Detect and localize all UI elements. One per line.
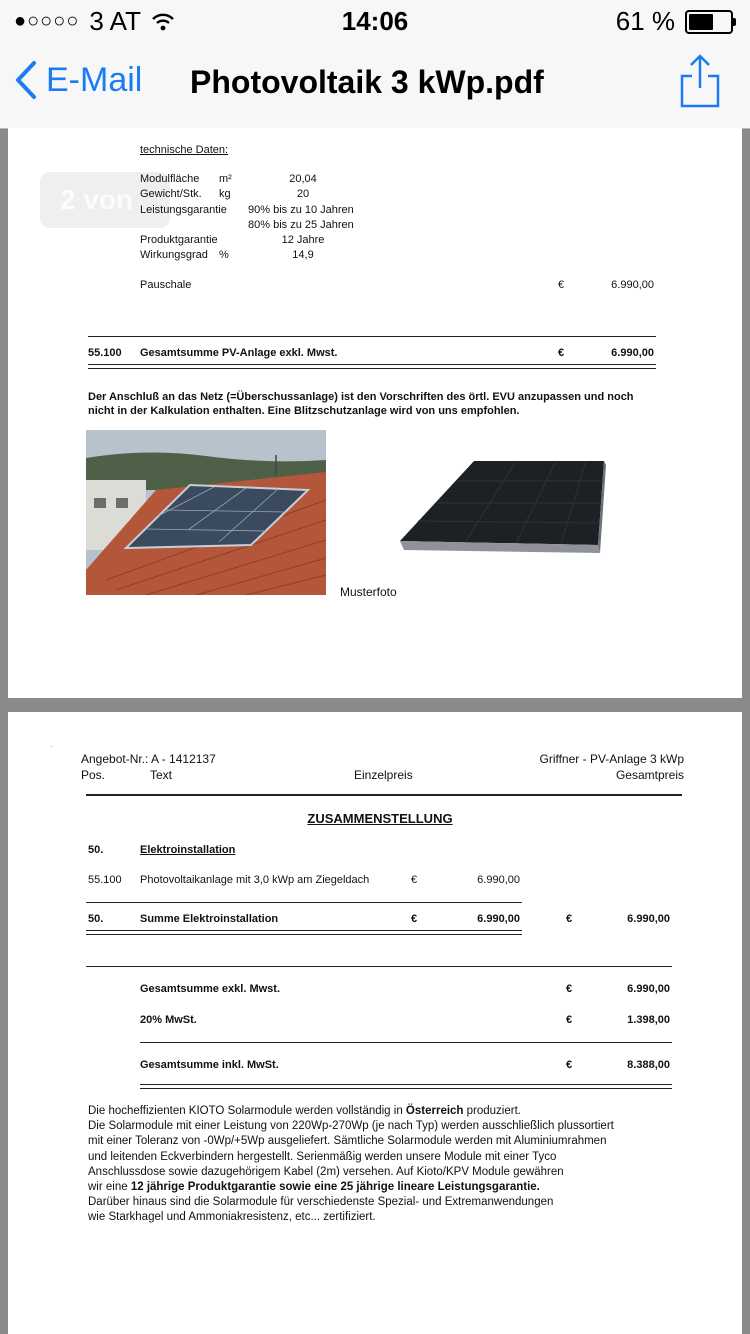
spec-label-2: Leistungsgarantie (140, 204, 227, 216)
pdf-page-1[interactable] (8, 128, 742, 698)
document-title: Photovoltaik 3 kWp.pdf (190, 64, 544, 100)
top-bar (0, 0, 750, 129)
roof-photo (86, 430, 326, 595)
spec-value-4: 12 Jahre (281, 234, 325, 246)
spec-unit-5: % (219, 249, 229, 261)
divider (88, 336, 656, 337)
spec-value-2: 90% bis zu 10 Jahren (248, 204, 354, 216)
spec-value-3: 80% bis zu 25 Jahren (248, 219, 354, 231)
pdf-page-2[interactable] (8, 712, 742, 1334)
item-value: 6.990,00 (477, 874, 520, 886)
gross-double-divider (140, 1084, 672, 1089)
col-text: Text (150, 768, 173, 782)
paragraph-line: Die hocheffizienten KIOTO Solarmodule werden vollständig in Österreich produziert. (88, 1105, 521, 1117)
spec-unit-0: m² (219, 173, 232, 185)
header-divider (86, 794, 682, 796)
spec-label-1: Gewicht/Stk. (140, 188, 202, 200)
section-title: ZUSAMMENSTELLUNG (307, 811, 453, 826)
customer-project: Griffner - PV-Anlage 3 kWp (539, 752, 684, 766)
item-text: Photovoltaikanlage mit 3,0 kWp am Ziegeldach (140, 874, 370, 886)
item-currency: € (411, 874, 418, 886)
total-pos: 55.100 (88, 347, 122, 359)
page-indicator: 2 von (40, 172, 170, 228)
offer-number: Angebot-Nr.: A - 1412137 (81, 752, 216, 766)
gross-currency: € (566, 1059, 573, 1071)
status-bar (0, 0, 750, 40)
col-total: Gesamtpreis (615, 768, 684, 782)
solar-module-photo (396, 453, 608, 561)
pauschale-label: Pauschale (140, 279, 192, 291)
pauschale-currency: € (558, 279, 565, 291)
paragraph-line: wir eine 12 jährige Produktgarantie sowie eine 25 jährige lineare Leistungsgarantie. (88, 1181, 540, 1194)
sum-number: 50. (88, 913, 104, 925)
paragraph-line: und leitenden Eckverbindern hergestellt. Serienmäßig werden unsere Module mit einer Tyco (88, 1150, 557, 1163)
item-pos: 55.100 (88, 874, 122, 886)
sum-label: Summe Elektroinstallation (140, 913, 279, 925)
sum-currency-2: € (566, 913, 573, 925)
sum-total: 6.990,00 (627, 913, 670, 925)
spec-value-1: 20 (296, 188, 310, 200)
gross-top-divider (140, 1042, 672, 1043)
share-icon (680, 54, 720, 108)
net-currency: € (566, 983, 573, 995)
chevron-left-icon (14, 60, 38, 100)
tech-data-heading: technische Daten: (140, 144, 229, 156)
double-divider (88, 364, 656, 369)
sum-top-divider (86, 902, 522, 903)
clock: 14:06 (341, 6, 409, 36)
totals-divider (86, 966, 672, 967)
spec-label-4: Produktgarantie (140, 234, 218, 246)
sum-value: 6.990,00 (477, 913, 520, 925)
spec-unit-1: kg (219, 188, 231, 200)
vat-currency: € (566, 1014, 573, 1026)
paragraph-line: mit einer Toleranz von -0Wp/+5Wp ausgeliefert. Sämtliche Solarmodule werden mit Aluminiumrahmen (88, 1135, 607, 1148)
paragraph-line: wie Starkhagel und Ammoniakresistenz, etc... zertifiziert. (88, 1211, 376, 1224)
gross-label: Gesamtsumme inkl. MwSt. (140, 1059, 279, 1071)
page-mark: · (50, 742, 53, 751)
spec-label-5: Wirkungsgrad (140, 249, 208, 261)
sum-double-divider (86, 930, 522, 935)
paragraph-line: Darüber hinaus sind die Solarmodule für verschiedenste Spezial- und Extremanwendungen (88, 1196, 554, 1209)
share-button[interactable] (680, 54, 720, 113)
grid-connection-notice: Der Anschluß an das Netz (=Überschussanlage) ist den Vorschriften des örtl. EVU anzupassen und noch nicht in der Kalkulation enthalten. Eine Blitzschutzanlage wird von uns empfohlen. (88, 391, 634, 417)
carrier-name: 3 AT (89, 6, 141, 36)
group-title: Elektroinstallation (140, 844, 236, 856)
total-currency: € (558, 347, 565, 359)
spec-label-0: Modulfläche (140, 173, 200, 185)
paragraph-line: Die Solarmodule mit einer Leistung von 220Wp-270Wp (je nach Typ) werden ausschließlich plussortiert (88, 1120, 614, 1133)
product-paragraph (88, 1104, 688, 1226)
net-value: 6.990,00 (627, 983, 670, 995)
battery-icon (685, 10, 736, 34)
col-unit-price: Einzelpreis (354, 768, 413, 782)
navigation-bar (0, 40, 750, 128)
spec-value-5: 14,9 (292, 249, 314, 261)
spec-value-0: 20,04 (289, 173, 317, 185)
battery-status (616, 6, 736, 37)
sum-currency: € (411, 913, 418, 925)
vat-label: 20% MwSt. (140, 1014, 197, 1026)
photo-caption: Musterfoto (340, 585, 397, 599)
battery-percent: 61 % (615, 6, 675, 36)
gross-value: 8.388,00 (627, 1059, 670, 1071)
total-label: Gesamtsumme PV-Anlage exkl. Mwst. (140, 347, 338, 359)
vat-value: 1.398,00 (627, 1014, 670, 1026)
col-pos: Pos. (81, 768, 106, 782)
pauschale-value: 6.990,00 (611, 279, 654, 291)
paragraph-line: Anschlussdose sowie dazugehörigem Kabel (2m) versehen. Auf Kioto/KPV Module gewähren (88, 1165, 564, 1178)
signal-strength-icon: ●○○○○ (14, 10, 80, 32)
total-value: 6.990,00 (611, 347, 654, 359)
net-label: Gesamtsumme exkl. Mwst. (140, 983, 281, 995)
back-label: E-Mail (46, 60, 143, 99)
group-number: 50. (88, 844, 104, 856)
back-button[interactable] (14, 60, 142, 100)
